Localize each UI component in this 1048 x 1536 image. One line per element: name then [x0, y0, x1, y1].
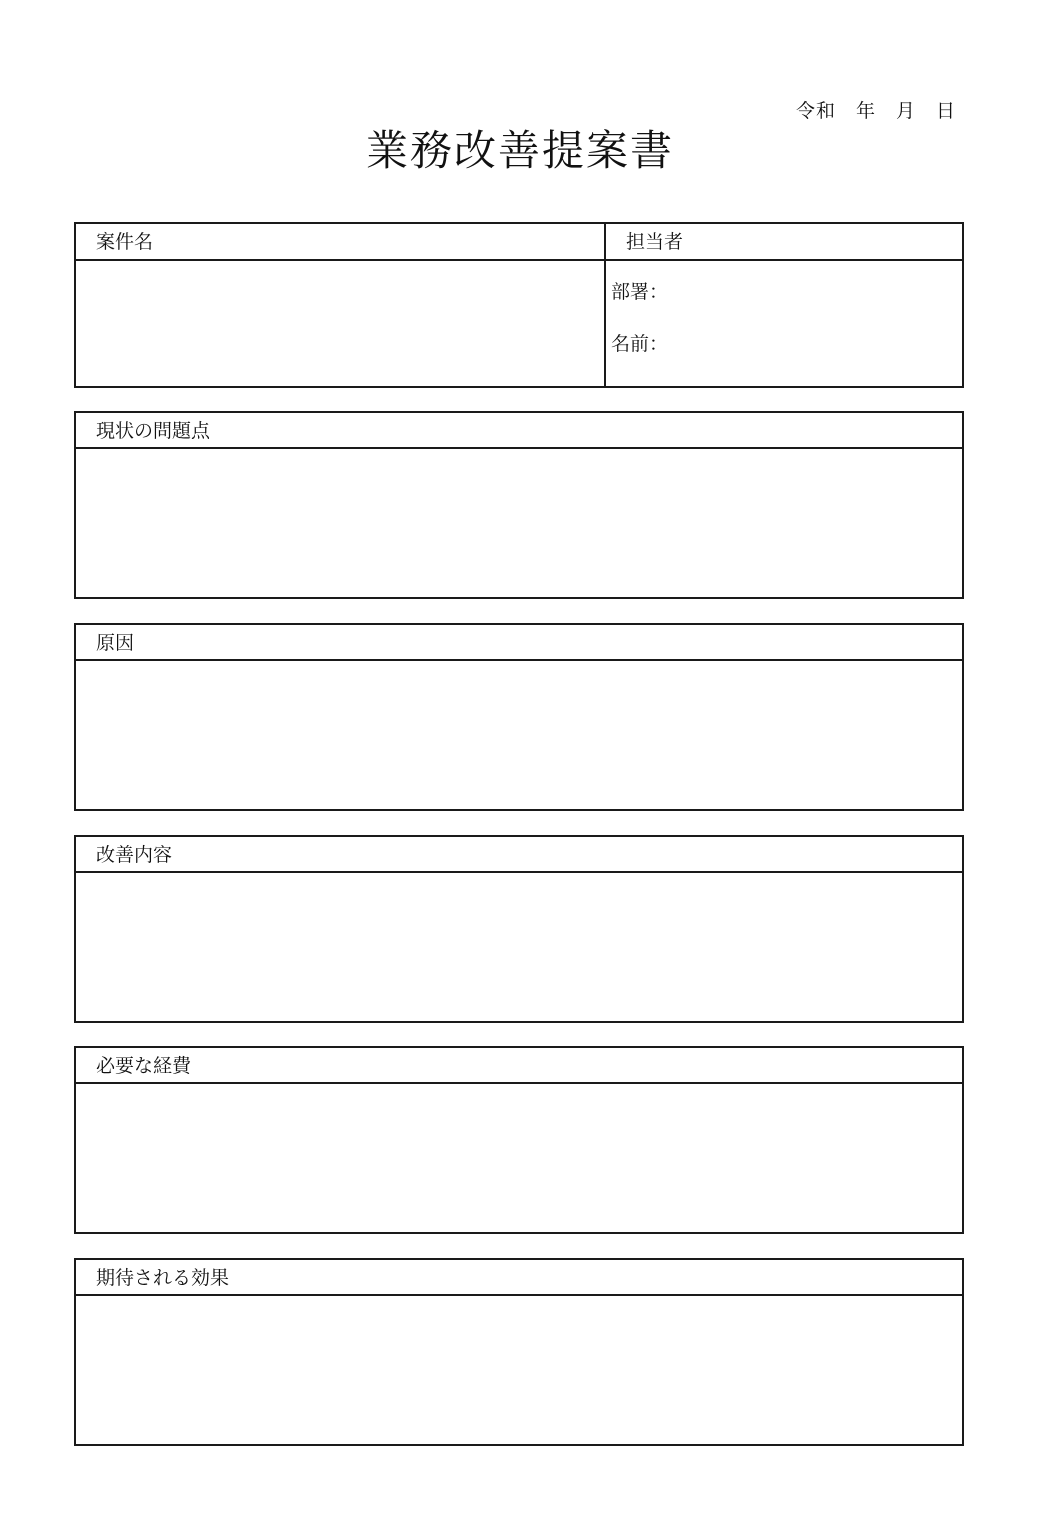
section-required-costs	[74, 1046, 964, 1234]
section-header: 原因	[76, 625, 962, 661]
section-required-costs-field[interactable]	[76, 1084, 962, 1232]
project-name-field[interactable]	[76, 261, 604, 386]
department-row[interactable]	[611, 277, 668, 304]
name-label: 名前：	[611, 333, 669, 355]
section-cause-field[interactable]	[76, 661, 962, 809]
section-header: 期待される効果	[76, 1260, 962, 1296]
section-improvement-details-field[interactable]	[76, 873, 962, 1021]
date-line: 令和 年 月 日	[796, 100, 957, 122]
department-label: 部署：	[611, 281, 669, 303]
section-expected-effects-field[interactable]	[76, 1296, 962, 1444]
project-info-header	[76, 224, 962, 261]
section-header: 必要な経費	[76, 1048, 962, 1084]
section-expected-effects	[74, 1258, 964, 1446]
section-header: 改善内容	[76, 837, 962, 873]
document-title: 業務改善提案書	[365, 126, 674, 175]
name-row[interactable]	[611, 329, 668, 356]
section-current-problems-field[interactable]	[76, 449, 962, 597]
project-name-label: 案件名	[96, 231, 154, 253]
project-info-body	[76, 261, 962, 386]
person-in-charge-label: 担当者	[626, 231, 684, 253]
section-header: 現状の問題点	[76, 413, 962, 449]
section-current-problems	[74, 411, 964, 599]
column-divider	[604, 224, 606, 386]
project-info-box	[74, 222, 964, 388]
section-cause	[74, 623, 964, 811]
section-improvement-details	[74, 835, 964, 1023]
